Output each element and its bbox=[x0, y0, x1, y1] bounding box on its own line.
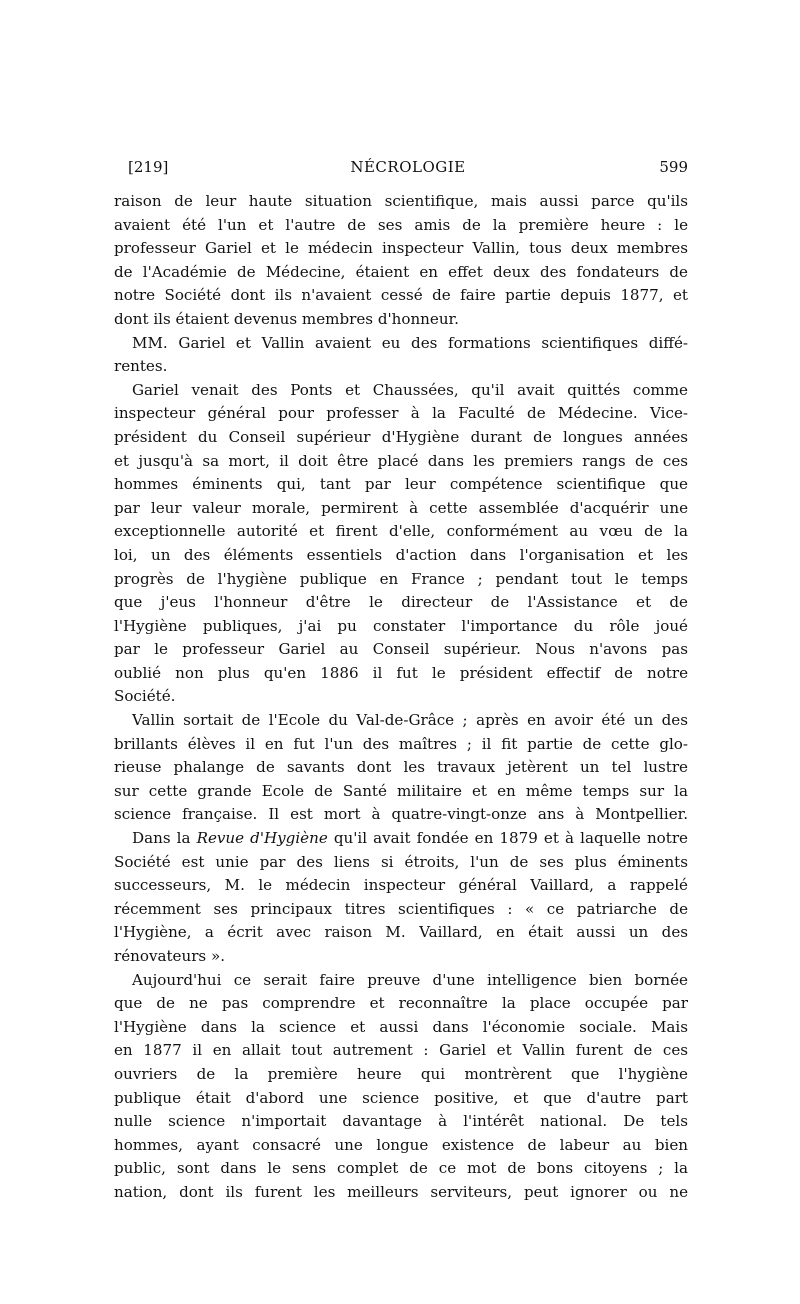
text-line: l'Hygiène, a écrit avec raison M. Vaillard, en était aussi un des bbox=[114, 923, 688, 942]
text-line: successeurs, M. le médecin inspecteur général Vaillard, a rappelé bbox=[114, 876, 688, 895]
text-line: notre Société dont ils n'avaient cessé de faire partie depuis 1877, et bbox=[114, 286, 688, 305]
text-line: dont ils étaient devenus membres d'honneur. bbox=[114, 309, 459, 328]
text-line: brillants élèves il en fut l'un des maîtres ; il fit partie de cette glo- bbox=[114, 734, 688, 753]
text-line: sur cette grande Ecole de Santé militaire et en même temps sur la bbox=[114, 781, 688, 800]
text-line: récemment ses principaux titres scientifiques : « ce patriarche de bbox=[114, 899, 688, 918]
text-line: oublié non plus qu'en 1886 il fut le président effectif de notre bbox=[114, 663, 688, 682]
journal-title: Revue d'Hygiène bbox=[196, 829, 328, 848]
text-line: nulle science n'importait davantage à l'intérêt national. De tels bbox=[114, 1112, 688, 1131]
text-line: Société est unie par des liens si étroits, l'un de ses plus éminents bbox=[114, 852, 688, 871]
text-line: ouvriers de la première heure qui montrèrent que l'hygiène bbox=[114, 1064, 688, 1083]
text-line: science française. Il est mort à quatre-vingt-onze ans à Montpellier. bbox=[114, 805, 688, 824]
text-line: que de ne pas comprendre et reconnaître la place occupée par bbox=[114, 994, 688, 1013]
text-line: professeur Gariel et le médecin inspecteur Vallin, tous deux membres bbox=[114, 239, 688, 258]
text-line: raison de leur haute situation scientifique, mais aussi parce qu'ils bbox=[114, 192, 688, 210]
text-line: de l'Académie de Médecine, étaient en effet deux des fondateurs de bbox=[114, 262, 688, 281]
text-line: Vallin sortait de l'Ecole du Val-de-Grâce ; après en avoir été un des bbox=[132, 711, 688, 730]
page-number: 599 bbox=[659, 158, 688, 176]
text-line: MM. Gariel et Vallin avaient eu des formations scientifiques diffé- bbox=[132, 333, 688, 352]
text-line: rénovateurs ». bbox=[114, 947, 225, 965]
text-line: public, sont dans le sens complet de ce mot de bons citoyens ; la bbox=[114, 1159, 688, 1178]
text-line: l'Hygiène dans la science et aussi dans l'économie sociale. Mais bbox=[114, 1017, 688, 1036]
bracketed-page-number: [219] bbox=[128, 158, 169, 176]
text-line: que j'eus l'honneur d'être le directeur de l'Assistance et de bbox=[114, 593, 688, 612]
text-line: hommes éminents qui, tant par leur compétence scientifique que bbox=[114, 475, 688, 494]
text-line: exceptionnelle autorité et firent d'elle, conformément au vœu de la bbox=[114, 522, 688, 541]
text-line: rentes. bbox=[114, 357, 168, 376]
text-line: par le professeur Gariel au Conseil supérieur. Nous n'avons pas bbox=[114, 640, 688, 659]
text-line: en 1877 il en allait tout autrement : Gariel et Vallin furent de ces bbox=[114, 1041, 688, 1060]
text-line: Gariel venait des Ponts et Chaussées, qu'il avait quittés comme bbox=[132, 380, 688, 399]
text-line: inspecteur général pour professer à la Faculté de Médecine. Vice- bbox=[114, 404, 688, 423]
text-line: publique était d'abord une science positive, et que d'autre part bbox=[114, 1088, 688, 1107]
text-line: hommes, ayant consacré une longue existence de labeur au bien bbox=[114, 1135, 688, 1154]
text-line: et jusqu'à sa mort, il doit être placé dans les premiers rangs de ces bbox=[114, 451, 688, 470]
text-line: loi, un des éléments essentiels d'action dans l'organisation et les bbox=[114, 545, 688, 564]
text-line: Dans la Revue d'Hygiène qu'il avait fondée en 1879 et à laquelle notre bbox=[132, 829, 688, 848]
text-line: Société. bbox=[114, 687, 176, 706]
text-line: par leur valeur morale, permirent à cette assemblée d'acquérir une bbox=[114, 498, 688, 517]
section-title: NÉCROLOGIE bbox=[350, 158, 466, 176]
body-text bbox=[114, 190, 688, 1205]
text-line: rieuse phalange de savants dont les travaux jetèrent un tel lustre bbox=[114, 758, 688, 777]
running-header bbox=[128, 156, 688, 178]
text-line: progrès de l'hygiène publique en France ; pendant tout le temps bbox=[114, 569, 688, 588]
text-line: président du Conseil supérieur d'Hygiène durant de longues années bbox=[114, 427, 688, 446]
text-line: nation, dont ils furent les meilleurs serviteurs, peut ignorer ou ne bbox=[114, 1182, 688, 1201]
text-line: avaient été l'un et l'autre de ses amis de la première heure : le bbox=[114, 215, 688, 234]
text-line: l'Hygiène publiques, j'ai pu constater l'importance du rôle joué bbox=[114, 616, 688, 635]
text-line: Aujourd'hui ce serait faire preuve d'une intelligence bien bornée bbox=[132, 970, 688, 989]
